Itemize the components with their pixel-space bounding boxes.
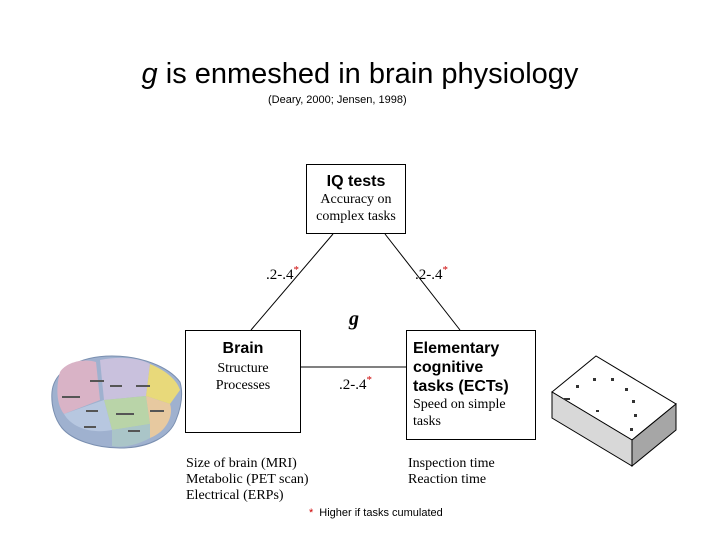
corr-right-star: * (442, 264, 448, 276)
corr-right-value: .2-.4 (415, 267, 443, 283)
ect-measure-inspection: Inspection time (408, 456, 495, 471)
brain-measure-erp: Electrical (ERPs) (186, 488, 284, 503)
ect-line-1: Speed on simple (413, 397, 506, 412)
brain-measure-pet: Metabolic (PET scan) (186, 472, 309, 487)
ect-line-2: tasks (413, 414, 441, 429)
iq-line-1: Accuracy on (320, 192, 392, 207)
corr-left-star: * (293, 264, 299, 276)
corr-left-value: .2-.4 (266, 267, 294, 283)
brain-line-1: Structure (217, 361, 269, 376)
ect-heading-1: Elementary (413, 340, 500, 357)
corr-bottom-star: * (366, 374, 372, 386)
g-factor-label: g (349, 308, 359, 330)
ect-measure-reaction: Reaction time (408, 472, 487, 487)
footnote-text: Higher if tasks cumulated (319, 507, 443, 519)
brain-line-2: Processes (215, 378, 271, 393)
brain-measure-mri: Size of brain (MRI) (186, 456, 297, 471)
citation: (Deary, 2000; Jensen, 1998) (268, 94, 407, 106)
iq-line-2: complex tasks (316, 209, 396, 224)
title-g: g (141, 58, 158, 90)
ect-heading-3: tasks (ECTs) (413, 378, 509, 395)
ect-heading-2: cognitive (413, 359, 484, 376)
title-rest: is enmeshed in brain physiology (157, 58, 579, 90)
corr-bottom-value: .2-.4 (339, 377, 367, 393)
footnote-star: * (309, 507, 314, 519)
brain-heading: Brain (222, 340, 264, 357)
iq-heading: IQ tests (326, 173, 386, 190)
